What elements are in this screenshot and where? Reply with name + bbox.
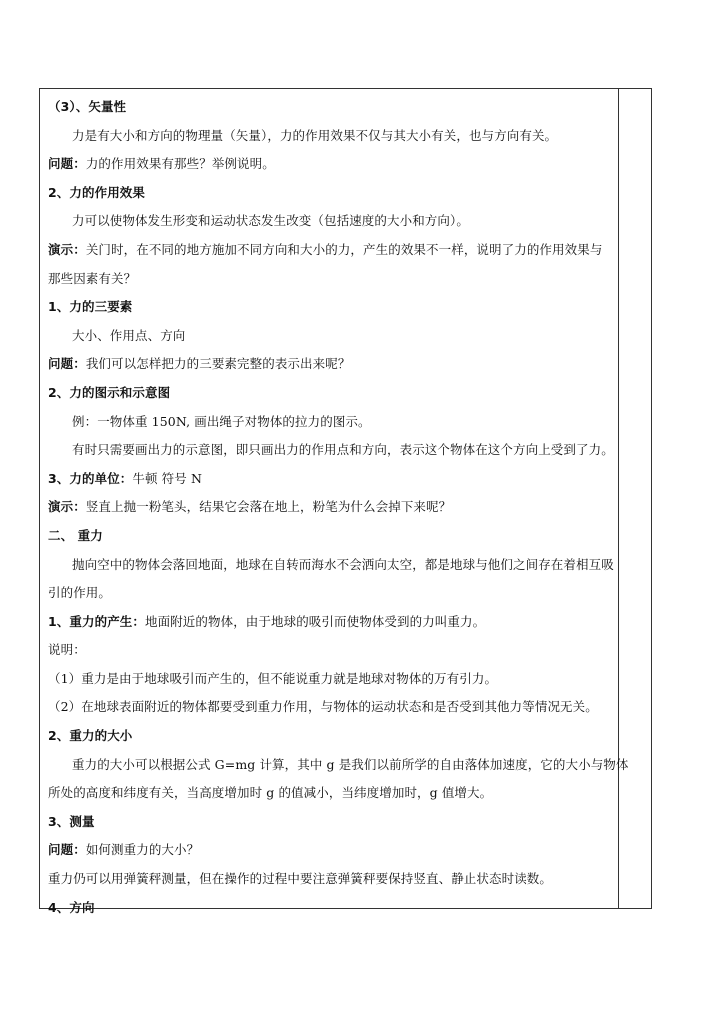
- question-effects: 问题：力的作用效果有那些？举例说明。: [48, 156, 275, 172]
- heading-direction: 4、方向: [48, 899, 95, 915]
- paragraph-magnitude-cont: 所处的高度和纬度有关，当高度增加时 g 的值减小，当纬度增加时，g 值增大。: [48, 785, 493, 801]
- demo-door: 演示：关门时，在不同的地方施加不同方向和大小的力，产生的效果不一样，说明了力的作用效果与: [48, 241, 603, 257]
- paragraph-gravity-cont: 引的作用。: [48, 585, 112, 601]
- note-label: 说明：: [48, 642, 86, 658]
- heading-three-elements: 1、力的三要素: [48, 299, 133, 315]
- heading-force-diagram: 2、力的图示和示意图: [48, 384, 171, 400]
- demo-door-cont: 那些因素有关？: [48, 270, 137, 286]
- paragraph-magnitude: 重力的大小可以根据公式 G=mg 计算，其中 g 是我们以前所学的自由落体加速度，它的大小与物体: [72, 756, 629, 772]
- paragraph-effects: 力可以使物体发生形变和运动状态发生改变（包括速度的大小和方向）。: [72, 213, 469, 229]
- heading-unit: 3、力的单位：牛顿 符号 N: [48, 470, 202, 486]
- paragraph-measure: 重力仍可以用弹簧秤测量，但在操作的过程中要注意弹簧秤要保持竖直、静止状态时读数。: [48, 871, 553, 887]
- heading-measure: 3、测量: [48, 813, 95, 829]
- question-representation: 问题：我们可以怎样把力的三要素完整的表示出来呢？: [48, 356, 351, 372]
- paragraph-three-elements: 大小、作用点、方向: [72, 327, 186, 343]
- lesson-content: [48, 93, 629, 922]
- note-1: （1）重力是由于地球吸引而产生的，但不能说重力就是地球对物体的万有引力。: [48, 670, 498, 686]
- heading-effects: 2、力的作用效果: [48, 184, 145, 200]
- heading-gravity: 二、 重力: [48, 527, 103, 543]
- heading-gravity-magnitude: 2、重力的大小: [48, 728, 133, 744]
- heading-gravity-origin: 1、重力的产生：地面附近的物体，由于地球的吸引而使物体受到的力叫重力。: [48, 613, 486, 629]
- note-2: （2）在地球表面附近的物体都要受到重力作用，与物体的运动状态和是否受到其他力等情况无关。: [48, 699, 598, 715]
- demo-chalk: 演示：竖直上抛一粉笔头，结果它会落在地上，粉笔为什么会掉下来呢？: [48, 499, 452, 515]
- question-measure: 问题：如何测重力的大小？: [48, 842, 200, 858]
- notes-column: [618, 89, 619, 908]
- lesson-table: [39, 88, 652, 915]
- heading-vector: （3）、矢量性: [48, 99, 127, 114]
- paragraph-schematic: 有时只需要画出力的示意图，即只画出力的作用点和方向，表示这个物体在这个方向上受到了力。: [72, 442, 614, 458]
- paragraph-gravity: 抛向空中的物体会落回地面，地球在自转而海水不会洒向太空，都是地球与他们之间存在着相互吸: [72, 556, 614, 572]
- example-150n: 例：一物体重 150N, 画出绳子对物体的拉力的图示。: [72, 413, 371, 429]
- paragraph-vector: 力是有大小和方向的物理量（矢量），力的作用效果不仅与其大小有关，也与方向有关。: [72, 127, 558, 143]
